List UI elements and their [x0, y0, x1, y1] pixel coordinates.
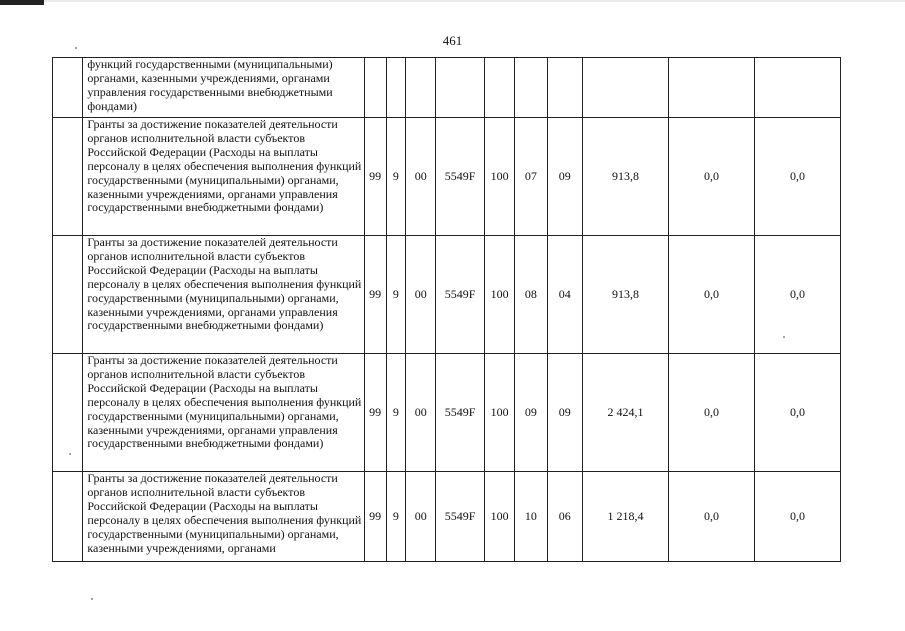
- code-cell: [406, 58, 436, 118]
- scan-mark: [0, 0, 44, 5]
- code-cell: 100: [484, 354, 514, 472]
- amount-cell: [754, 58, 840, 118]
- amount-cell: 1 218,4: [583, 472, 669, 562]
- code-cell: 5549F: [436, 236, 485, 354]
- row-marker-cell: [53, 118, 83, 236]
- code-cell: 00: [406, 354, 436, 472]
- amount-cell: 0,0: [754, 118, 840, 236]
- code-cell: 07: [515, 118, 547, 236]
- code-cell: [364, 58, 386, 118]
- code-cell: 9: [386, 118, 405, 236]
- amount-cell: 913,8: [583, 236, 669, 354]
- amount-cell: 913,8: [583, 118, 669, 236]
- description-cell: Гранты за достижение показателей деятельности органов исполнительной власти субъектов Российской Федерации (Расходы на выплаты персоналу в целях обеспечения выполнения функций государственными (муниципальными) органами, казенными учреждениями, органами: [83, 472, 364, 562]
- code-cell: [386, 58, 405, 118]
- code-cell: 00: [406, 472, 436, 562]
- code-cell: [515, 58, 547, 118]
- code-cell: 100: [484, 236, 514, 354]
- code-cell: 00: [406, 118, 436, 236]
- code-cell: 5549F: [436, 354, 485, 472]
- code-cell: 04: [547, 236, 582, 354]
- code-cell: 99: [364, 118, 386, 236]
- code-cell: 06: [547, 472, 582, 562]
- amount-cell: 0,0: [668, 472, 754, 562]
- scan-edge: [0, 0, 905, 2]
- amount-cell: [583, 58, 669, 118]
- description-cell: Гранты за достижение показателей деятельности органов исполнительной власти субъектов Российской Федерации (Расходы на выплаты персоналу в целях обеспечения выполнения функций государственными (муниципальными) органами, казенными учреждениями, органами управления государственными внебюджетными фондами): [83, 236, 364, 354]
- code-cell: [484, 58, 514, 118]
- amount-cell: 0,0: [668, 118, 754, 236]
- code-cell: 100: [484, 472, 514, 562]
- description-cell: Гранты за достижение показателей деятельности органов исполнительной власти субъектов Российской Федерации (Расходы на выплаты персоналу в целях обеспечения выполнения функций государственными (муниципальными) органами, казенными учреждениями, органами управления государственными внебюджетными фондами): [83, 118, 364, 236]
- scan-speck: [91, 598, 93, 600]
- row-marker-cell: [53, 236, 83, 354]
- amount-cell: 0,0: [754, 354, 840, 472]
- amount-cell: 0,0: [754, 236, 840, 354]
- code-cell: 9: [386, 354, 405, 472]
- amount-cell: [668, 58, 754, 118]
- code-cell: 9: [386, 472, 405, 562]
- code-cell: 100: [484, 118, 514, 236]
- description-cell: функций государственными (муниципальными) органами, казенными учреждениями, органами управления государственными внебюджетными фондами): [83, 58, 364, 118]
- page-number: 461: [442, 33, 463, 48]
- code-cell: 99: [364, 472, 386, 562]
- row-marker-cell: [53, 354, 83, 472]
- code-cell: 99: [364, 354, 386, 472]
- code-cell: 99: [364, 236, 386, 354]
- table-row: [53, 58, 841, 118]
- scan-speck: [783, 336, 785, 338]
- code-cell: 00: [406, 236, 436, 354]
- code-cell: 5549F: [436, 118, 485, 236]
- code-cell: 09: [515, 354, 547, 472]
- scan-speck: [69, 453, 71, 455]
- code-cell: 08: [515, 236, 547, 354]
- amount-cell: 0,0: [754, 472, 840, 562]
- code-cell: 09: [547, 354, 582, 472]
- amount-cell: 0,0: [668, 236, 754, 354]
- amount-cell: 2 424,1: [583, 354, 669, 472]
- code-cell: 10: [515, 472, 547, 562]
- amount-cell: 0,0: [668, 354, 754, 472]
- code-cell: 9: [386, 236, 405, 354]
- table-row: [53, 236, 841, 354]
- row-marker-cell: [53, 58, 83, 118]
- table-row: [53, 472, 841, 562]
- description-cell: Гранты за достижение показателей деятельности органов исполнительной власти субъектов Российской Федерации (Расходы на выплаты персоналу в целях обеспечения выполнения функций государственными (муниципальными) органами, казенными учреждениями, органами управления государственными внебюджетными фондами): [83, 354, 364, 472]
- code-cell: [436, 58, 485, 118]
- budget-table: [52, 57, 841, 562]
- table-row: [53, 354, 841, 472]
- table-row: [53, 118, 841, 236]
- code-cell: [547, 58, 582, 118]
- row-marker-cell: [53, 472, 83, 562]
- scan-speck: [75, 47, 77, 49]
- code-cell: 5549F: [436, 472, 485, 562]
- code-cell: 09: [547, 118, 582, 236]
